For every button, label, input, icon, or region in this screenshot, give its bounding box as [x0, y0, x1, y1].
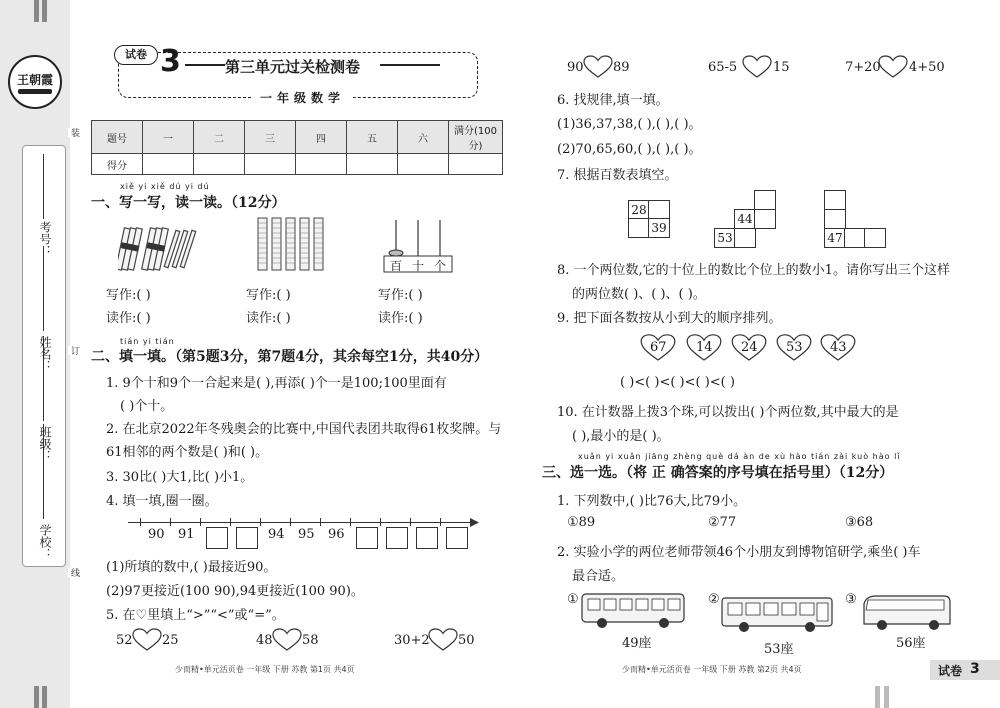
gutter-mark [42, 686, 47, 708]
bus-option-num: ② [708, 592, 720, 607]
grid-blank[interactable] [864, 228, 886, 248]
grid-blank[interactable] [754, 190, 776, 210]
page-tag-label: 试卷 [938, 664, 963, 678]
number-line-blank[interactable] [446, 527, 468, 549]
number-line-label: 90 [148, 527, 165, 542]
number-line-label: 95 [298, 527, 315, 542]
question-8-cont: 的两位数( )、( )、( )。 [572, 287, 706, 302]
question-6-1: (1)36,37,38,( ),( ),( )。 [557, 117, 702, 132]
heart-blank-icon[interactable] [272, 628, 302, 652]
heart-number: 43 [830, 340, 847, 355]
score-cell: 五 [347, 121, 398, 154]
gutter-mark [42, 0, 47, 22]
score-input[interactable] [347, 154, 398, 175]
page-subtitle: 一年级数学 [252, 89, 353, 106]
compare-right: 58 [302, 633, 319, 648]
footer-left: 少而精•单元活页卷 一年级 下册 苏教 第1页 共4页 [175, 665, 355, 674]
grid-cell: 39 [648, 218, 670, 238]
choice-question-2-cont: 最合适。 [572, 569, 625, 584]
bus-seat-label: 56座 [896, 636, 926, 651]
section-3-title: 三、选一选。（将 正 确答案的序号填在括号里）（12分） [542, 465, 894, 481]
order-answer[interactable]: ( )<( )<( )<( )<( ) [620, 375, 735, 390]
compare-right: 15 [773, 60, 790, 75]
section-pinyin: xuǎn yi xuǎn jiāng zhèng què dá àn de xù hào tián zài kuò hào lǐ [578, 452, 901, 461]
abacus-label-hundreds: 百 [390, 259, 403, 273]
heart-blank-icon[interactable] [583, 55, 613, 79]
heart-blank-icon[interactable] [132, 628, 162, 652]
page-title: 第三单元过关检测卷 [225, 58, 361, 76]
grid-blank[interactable] [734, 228, 756, 248]
binding-mark: 装 [69, 128, 79, 137]
score-cell: 题号 [92, 121, 143, 154]
bus-56-image[interactable] [860, 592, 952, 632]
number-line-blank[interactable] [416, 527, 438, 549]
binding-mark: 订 [69, 346, 79, 355]
page-tag [930, 660, 1000, 680]
section-1-title: 一、写一写，读一读。（12分） [91, 195, 286, 211]
question-2-cont: 61相邻的两个数是( )和( )。 [106, 445, 269, 460]
write-answer[interactable]: 写作:( ) [246, 288, 291, 303]
grid-cell: 47 [824, 228, 846, 248]
question-7: 7. 根据百数表填空。 [557, 168, 678, 183]
number-line-ticks [140, 518, 470, 526]
score-cell: 六 [398, 121, 449, 154]
compare-right: 4+50 [909, 60, 945, 75]
class-label: 班级： [38, 426, 52, 462]
score-input[interactable] [449, 154, 503, 175]
choice-question-1: 1. 下列数中,( )比76大,比79小。 [557, 494, 747, 509]
score-input[interactable] [143, 154, 194, 175]
score-cell: 得分 [92, 154, 143, 175]
logo-ribbon [18, 89, 52, 94]
number-line-blank[interactable] [386, 527, 408, 549]
grid-cell: 53 [714, 228, 736, 248]
gutter-mark [884, 686, 889, 708]
bus-49-image[interactable] [580, 592, 688, 630]
question-5: 5. 在♡里填上“>”“<”或“=”。 [106, 608, 285, 623]
exam-number: 3 [160, 44, 181, 79]
gutter-mark [875, 686, 880, 708]
number-line-label: 91 [178, 527, 195, 542]
arrow-right-icon [470, 518, 480, 527]
compare-left: 52 [116, 633, 133, 648]
question-8: 8. 一个两位数,它的十位上的数比个位上的数小1。请你写出三个这样 [557, 263, 950, 278]
gutter-mark [34, 686, 39, 708]
name-line [43, 246, 44, 331]
title-rule [380, 64, 440, 66]
heart-number: 53 [786, 340, 803, 355]
footer-right: 少而精•单元活页卷 一年级 下册 苏教 第2页 共4页 [622, 665, 802, 674]
heart-number: 67 [650, 340, 667, 355]
question-1-cont: ( )个十。 [120, 399, 174, 414]
choice-question-2: 2. 实验小学的两位老师带领46个小朋友到博物馆研学,乘坐( )车 [557, 545, 921, 560]
compare-left: 30+2 [394, 633, 430, 648]
question-6: 6. 找规律,填一填。 [557, 93, 669, 108]
binding-info-panel [22, 145, 66, 567]
score-table-row [92, 154, 503, 175]
brand-logo [8, 55, 62, 109]
name-label: 姓名： [38, 336, 52, 372]
compare-left: 65-5 [708, 60, 738, 75]
title-rule [185, 64, 225, 66]
score-input[interactable] [245, 154, 296, 175]
score-input[interactable] [398, 154, 449, 175]
score-cell: 一 [143, 121, 194, 154]
read-answer[interactable]: 读作:( ) [378, 311, 423, 326]
bus-53-image[interactable] [720, 596, 834, 634]
question-4: 4. 填一填,圈一圈。 [106, 494, 218, 509]
read-answer[interactable]: 读作:( ) [106, 311, 151, 326]
section-2-title: 二、填一填。（第5题3分，第7题4分，其余每空1分，共40分） [91, 349, 489, 365]
score-cell: 四 [296, 121, 347, 154]
score-input[interactable] [194, 154, 245, 175]
compare-right: 25 [162, 633, 179, 648]
bus-option-num: ① [567, 592, 579, 607]
score-cell: 满分(100分) [449, 121, 503, 154]
option[interactable]: ①89 [567, 515, 596, 530]
option[interactable]: ②77 [708, 515, 737, 530]
bus-option-num: ③ [845, 592, 857, 607]
section-pinyin: xiě yi xiě dú yi dú [120, 182, 210, 191]
page-tag-num: 3 [970, 661, 980, 677]
section-pinyin: tián yi tián [120, 337, 175, 346]
write-answer[interactable]: 写作:( ) [106, 288, 151, 303]
compare-right: 50 [458, 633, 475, 648]
heart-number: 14 [696, 340, 713, 355]
stick-bundles-image [118, 222, 198, 274]
question-4-2: (2)97更接近(100 90),94更接近(100 90)。 [106, 584, 364, 599]
compare-left: 90 [567, 60, 584, 75]
compare-left: 7+20 [845, 60, 881, 75]
score-input[interactable] [296, 154, 347, 175]
score-table-header-row [92, 121, 503, 154]
number-line-blank[interactable] [236, 527, 258, 549]
grid-cell: 28 [628, 200, 650, 220]
heart-blank-icon[interactable] [742, 55, 772, 79]
write-answer[interactable]: 写作:( ) [378, 288, 423, 303]
grid-blank[interactable] [628, 218, 650, 238]
exam-number-label: 考号： [38, 221, 52, 257]
heart-blank-icon[interactable] [428, 628, 458, 652]
school-label: 学校： [38, 524, 52, 560]
heart-number: 24 [741, 340, 758, 355]
grid-blank[interactable] [824, 190, 846, 210]
abacus-label-ones: 个 [434, 259, 447, 273]
question-10-cont: ( ),最小的是( )。 [572, 429, 670, 444]
number-line-label: 94 [268, 527, 285, 542]
question-3: 3. 30比( )大1,比( )小1。 [106, 470, 254, 485]
question-10: 10. 在计数器上拨3个珠,可以拨出( )个两位数,其中最大的是 [557, 405, 899, 420]
bus-seat-label: 53座 [764, 642, 794, 657]
gutter-mark [34, 0, 39, 22]
number-line-label: 96 [328, 527, 345, 542]
grid-blank[interactable] [844, 228, 866, 248]
question-1: 1. 9个十和9个一合起来是( ),再添( )个一是100;100里面有 [106, 376, 447, 391]
grid-blank[interactable] [648, 200, 670, 220]
question-4-1: (1)所填的数中,( )最接近90。 [106, 560, 277, 575]
logo-text: 王朝霞 [16, 73, 53, 87]
score-cell: 三 [245, 121, 296, 154]
number-line-blank[interactable] [206, 527, 228, 549]
question-2: 2. 在北京2022年冬残奥会的比赛中,中国代表团共取得61枚奖牌。与 [106, 422, 502, 437]
grid-blank[interactable] [824, 209, 846, 229]
score-table [91, 120, 503, 175]
read-answer[interactable]: 读作:( ) [246, 311, 291, 326]
score-cell: 二 [194, 121, 245, 154]
grid-cell: 44 [734, 209, 756, 229]
question-6-2: (2)70,65,60,( ),( ),( )。 [557, 142, 702, 157]
heart-blank-icon[interactable] [878, 55, 908, 79]
question-9: 9. 把下面各数按从小到大的顺序排列。 [557, 311, 782, 326]
grid-blank[interactable] [754, 209, 776, 229]
number-line-blank[interactable] [356, 527, 378, 549]
compare-right: 89 [613, 60, 630, 75]
binding-mark: 线 [69, 568, 79, 577]
bus-seat-label: 49座 [622, 636, 652, 651]
compare-left: 48 [256, 633, 273, 648]
cube-towers-image [256, 216, 326, 274]
option[interactable]: ③68 [845, 515, 874, 530]
abacus-label-tens: 十 [412, 259, 425, 273]
exam-badge: 试卷 [114, 45, 158, 65]
number-line [43, 154, 44, 219]
